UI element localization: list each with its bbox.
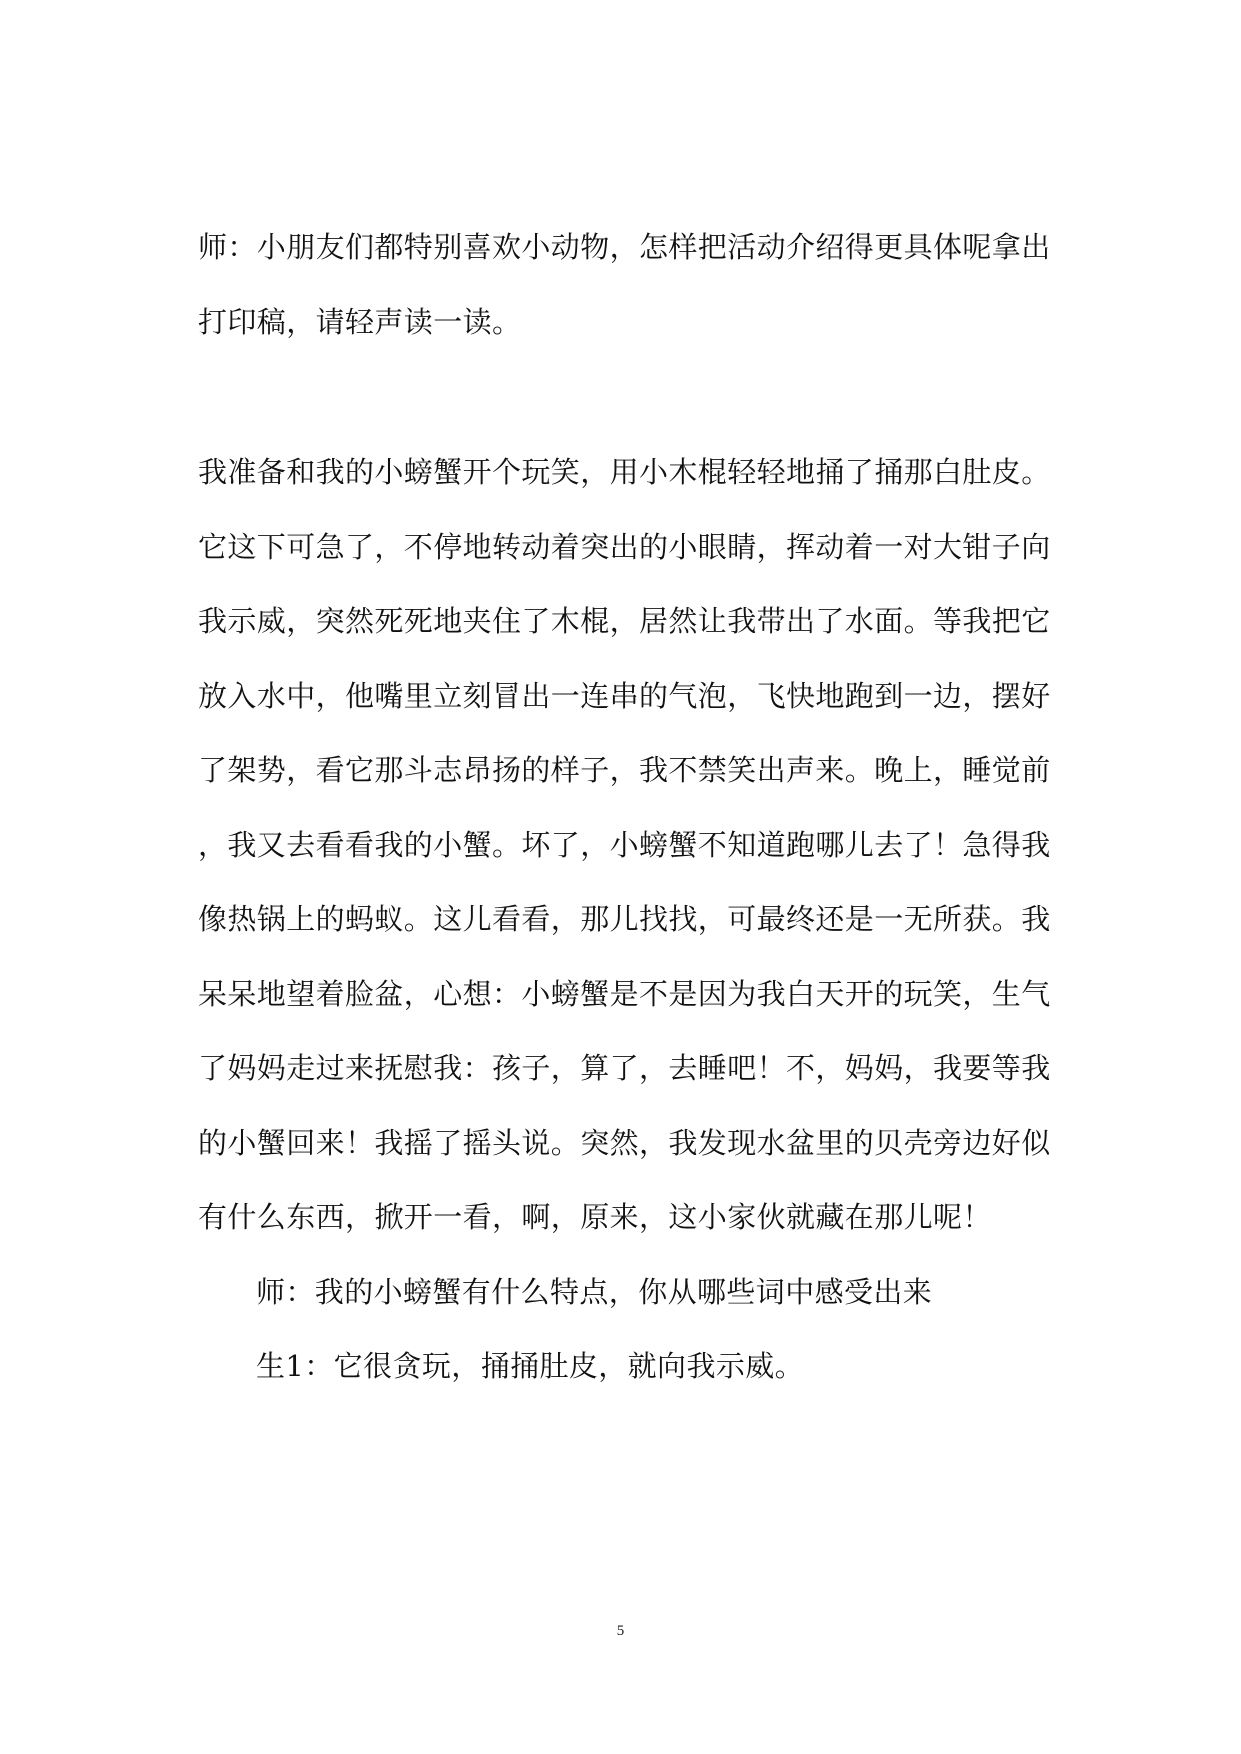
page-number: 5: [616, 1623, 625, 1639]
student-answer: 生1：它很贪玩，捅捅肚皮，就向我示威。: [256, 1349, 805, 1383]
paragraph-2-line-9: 了妈妈走过来抚慰我：孩子，算了，去睡吧！不，妈妈，我要等我: [198, 1051, 1051, 1085]
paragraph-2-line-7: 像热锅上的蚂蚁。这儿看看，那儿找找，可最终还是一无所获。我: [198, 902, 1051, 936]
paragraph-2-line-5: 了架势，看它那斗志昂扬的样子，我不禁笑出声来。晚上，睡觉前: [198, 753, 1051, 787]
paragraph-2-line-2: 它这下可急了，不停地转动着突出的小眼睛，挥动着一对大钳子向: [198, 530, 1051, 564]
teacher-question: 师：我的小螃蟹有什么特点，你从哪些词中感受出来: [256, 1275, 933, 1309]
paragraph-2-line-10: 的小蟹回来！我摇了摇头说。突然，我发现水盆里的贝壳旁边好似: [198, 1126, 1051, 1160]
paragraph-2-line-1: 我准备和我的小螃蟹开个玩笑，用小木棍轻轻地捅了捅那白肚皮。: [198, 455, 1051, 489]
paragraph-1-line-1: 师：小朋友们都特别喜欢小动物，怎样把活动介绍得更具体呢拿出: [198, 230, 1051, 264]
paragraph-1-line-2: 打印稿，请轻声读一读。: [198, 305, 522, 339]
paragraph-2-line-11: 有什么东西，掀开一看，啊，原来，这小家伙就藏在那儿呢！: [198, 1200, 992, 1234]
paragraph-2-line-3: 我示威，突然死死地夹住了木棍，居然让我带出了水面。等我把它: [198, 604, 1051, 638]
paragraph-2-line-6: ，我又去看看我的小蟹。坏了，小螃蟹不知道跑哪儿去了！急得我: [198, 828, 1051, 862]
paragraph-2-line-8: 呆呆地望着脸盆，心想：小螃蟹是不是因为我白天开的玩笑，生气: [198, 977, 1051, 1011]
paragraph-2-line-4: 放入水中，他嘴里立刻冒出一连串的气泡，飞快地跑到一边，摆好: [198, 679, 1051, 713]
